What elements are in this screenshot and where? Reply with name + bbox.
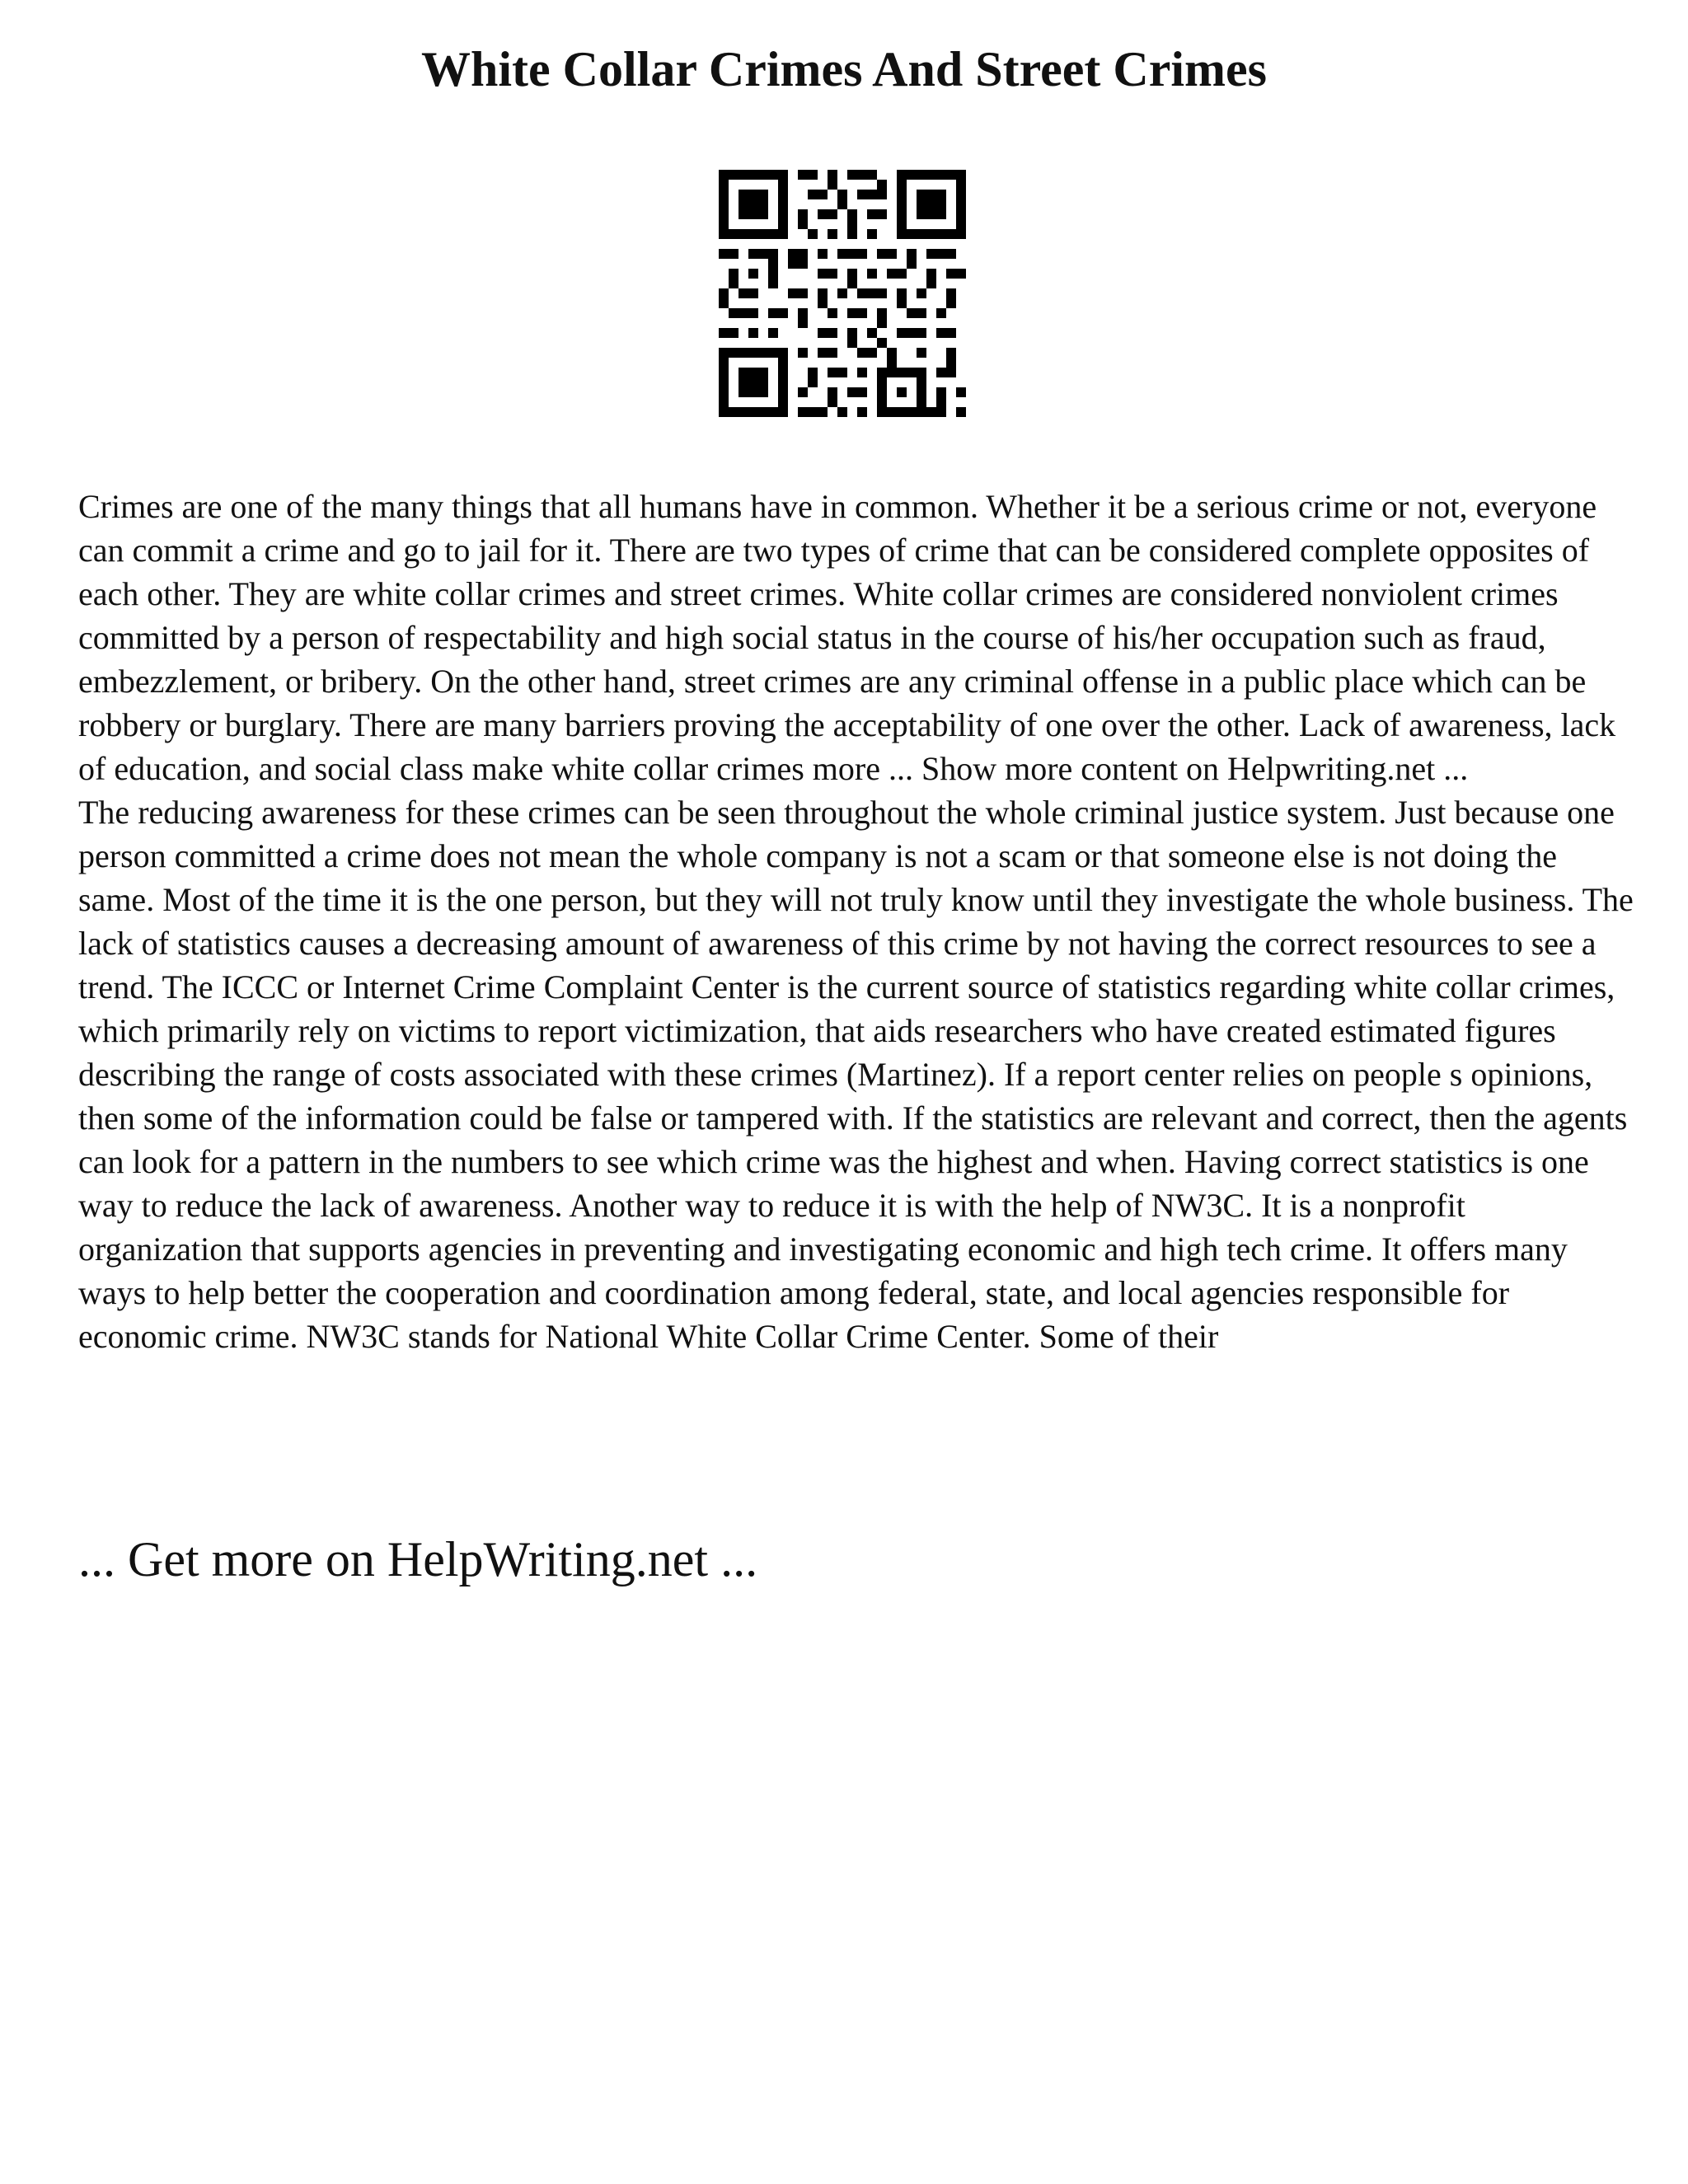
paragraph-1: Crimes are one of the many things that all humans have in common. Whether it be a serious crime or not, everyone can commit a crime and go to jail for it. There are two types of crime that can be considered complete opposites of each other. They are white collar crimes and street crimes. White collar crimes are considered nonviolent crimes committed by a person of respectability and high social status in the course of his/her occupation such as fraud, embezzlement, or bribery. On the other hand, street crimes are any criminal offense in a public place which can be robbery or burglary. There are many barriers proving the acceptability of one over the other. Lack of awareness, lack of education, and social class make white collar crimes more ... Show more content on Helpwriting.net ...	[78, 488, 1616, 787]
paragraph-2: The reducing awareness for these crimes can be seen throughout the whole criminal justice system. Just because one person committed a crime does not mean the whole company is not a scam or that someone else is not doing the same. Most of the time it is the one person, but they will not truly know until they investigate the whole business. The lack of statistics causes a decreasing amount of awareness of this crime by not having the correct resources to see a trend. The ICCC or Internet Crime Complaint Center is the current source of statistics regarding white collar crimes, which primarily rely on victims to report victimization, that aids researchers who have created estimated figures describing the range of costs associated with these crimes (Martinez). If a report center relies on people s opinions, then some of the information could be false or tampered with. If the statistics are relevant and correct, then the agents can look for a pattern in the numbers to see which crime was the highest and when. Having correct statistics is one way to reduce the lack of awareness. Another way to reduce it is with the help of NW3C. It is a nonprofit organization that supports agencies in preventing and investigating economic and high tech crime. It offers many ways to help better the cooperation and coordination among federal, state, and local agencies responsible for economic crime. NW3C stands for National White Collar Crime Center. Some of their	[78, 794, 1634, 1355]
get-more-link[interactable]: ... Get more on HelpWriting.net ...	[78, 1532, 758, 1586]
qr-code-icon	[719, 170, 966, 417]
document-body	[78, 485, 1636, 1358]
document-title: White Collar Crimes And Street Crimes	[421, 42, 1267, 96]
